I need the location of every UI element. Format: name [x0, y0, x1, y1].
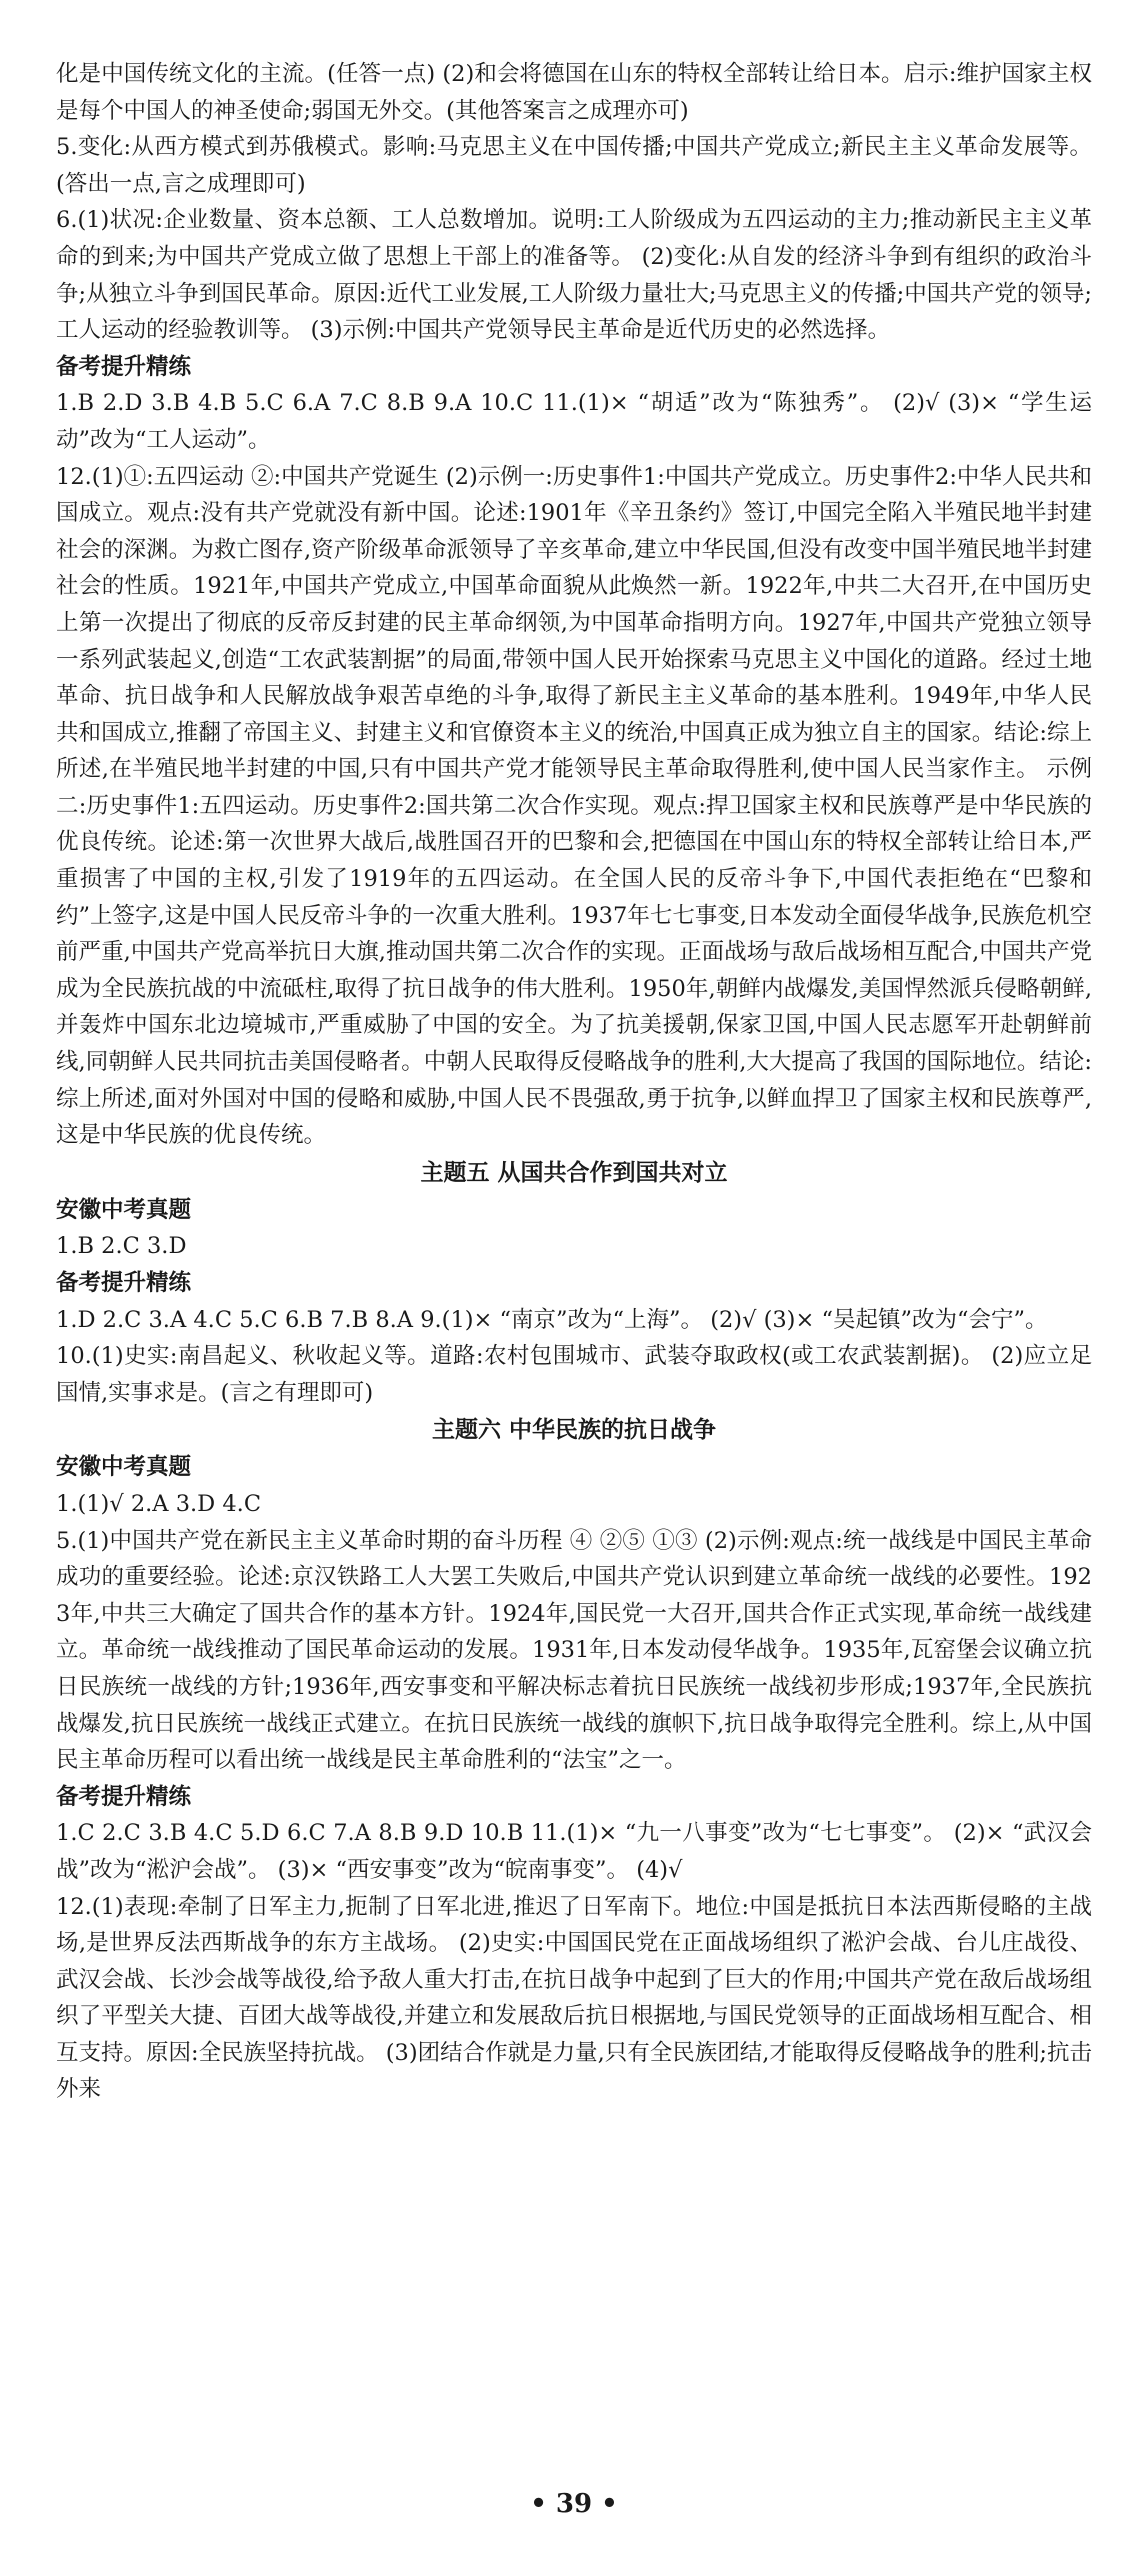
- section-heading: 安徽中考真题: [56, 1454, 192, 1481]
- section-heading: 安徽中考真题: [56, 1196, 192, 1223]
- topic-title: 主题六 中华民族的抗日战争: [431, 1417, 716, 1444]
- answer-paragraph: 6.(1)状况:企业数量、资本总额、工人总数增加。说明:工人阶级成为五四运动的主力;推动新民主主义革命的到来;为中国共产党成立做了思想上干部上的准备等。 (2)变化:从自发的经济斗争到有组织的政治斗争;从独立斗争到国民革命。原因:近代工业发展,工人阶级力量壮大;马克思主义的传播;中国共产党的领导;工人运动的经验教训等。 (3)示例:中国共产党领导民主革命是近代历史的必然选择。: [56, 207, 1092, 344]
- section-heading: 备考提升精练: [56, 1270, 192, 1296]
- answer-paragraph: 化是中国传统文化的主流。(任答一点) (2)和会将德国在山东的特权全部转让给日本。启示:维护国家主权是每个中国人的神圣使命;弱国无外交。(其他答案言之成理亦可): [56, 61, 1092, 124]
- answer-content: [56, 56, 1092, 2108]
- answer-paragraph: 12.(1)①:五四运动 ②:中国共产党诞生 (2)示例一:历史事件1:中国共产党成立。历史事件2:中华人民共和国成立。观点:没有共产党就没有新中国。论述:1901年《辛丑条约》签订,中国完全陷入半殖民地半封建社会的深渊。为救亡图存,资产阶级革命派领导了辛亥革命,建立中华民国,但没有改变中国半殖民地半封建社会的性质。1921年,中国共产党成立,中国革命面貌从此焕然一新。1922年,中共二大召开,在中国历史上第一次提出了彻底的反帝反封建的民主革命纲领,为中国革命指明方向。1927年,中国共产党独立领导一系列武装起义,创造“工农武装割据”的局面,带领中国人民开始探索马克思主义中国化的道路。经过土地革命、抗日战争和人民解放战争艰苦卓绝的斗争,取得了新民主主义革命的基本胜利。1949年,中华人民共和国成立,推翻了帝国主义、封建主义和官僚资本主义的统治,中国真正成为独立自主的国家。结论:综上所述,在半殖民地半封建的中国,只有中国共产党才能领导民主革命取得胜利,使中国人民当家作主。 示例二:历史事件1:五四运动。历史事件2:国共第二次合作实现。观点:捍卫国家主权和民族尊严是中华民族的优良传统。论述:第一次世界大战后,战胜国召开的巴黎和会,把德国在中国山东的特权全部转让给日本,严重损害了中国的主权,引发了1919年的五四运动。在全国人民的反帝斗争下,中国代表拒绝在“巴黎和约”上签字,这是中国人民反帝斗争的一次重大胜利。1937年七七事变,日本发动全面侵华战争,民族危机空前严重,中国共产党高举抗日大旗,推动国共第二次合作的实现。正面战场与敌后战场相互配合,中国共产党成为全民族抗战的中流砥柱,取得了抗日战争的伟大胜利。1950年,朝鲜内战爆发,美国悍然派兵侵略朝鲜,并轰炸中国东北边境城市,严重威胁了中国的安全。为了抗美援朝,保家卫国,中国人民志愿军开赴朝鲜前线,同朝鲜人民共同抗击美国侵略者。中朝人民取得反侵略战争的胜利,大大提高了我国的国际地位。结论:综上所述,面对外国对中国的侵略和威胁,中国人民不畏强敌,勇于抗争,以鲜血捍卫了国家主权和民族尊严,这是中华民族的优良传统。: [56, 463, 1092, 1149]
- answer-paragraph: 1.B 2.C 3.D: [56, 1233, 187, 1260]
- section-heading: 备考提升精练: [56, 353, 192, 380]
- answer-paragraph: 10.(1)史实:南昌起义、秋收起义等。道路:农村包围城市、武装夺取政权(或工农武装割据)。 (2)应立足国情,实事求是。(言之有理即可): [56, 1343, 1092, 1406]
- answer-paragraph: 5.(1)中国共产党在新民主主义革命时期的奋斗历程 ④ ②⑤ ①③ (2)示例:观点:统一战线是中国民主革命成功的重要经验。论述:京汉铁路工人大罢工失败后,中国共产党认识到建立革命统一战线的必要性。1923年,中共三大确定了国共合作的基本方针。1924年,国民党一大召开,国共合作正式实现,革命统一战线建立。革命统一战线推动了国民革命运动的发展。1931年,日本发动侵华战争。1935年,瓦窑堡会议确立抗日民族统一战线的方针;1936年,西安事变和平解决标志着抗日民族统一战线初步形成;1937年,全民族抗战爆发,抗日民族统一战线正式建立。在抗日民族统一战线的旗帜下,抗日战争取得完全胜利。综上,从中国民主革命历程可以看出统一战线是民主革命胜利的“法宝”之一。: [56, 1527, 1092, 1774]
- answer-paragraph: 1.B 2.D 3.B 4.B 5.C 6.A 7.C 8.B 9.A 10.C 11.(1)× “胡适”改为“陈独秀”。 (2)√ (3)× “学生运动”改为“工人运动”。: [56, 390, 1092, 453]
- section-heading: 备考提升精练: [56, 1783, 192, 1810]
- answer-paragraph: 1.D 2.C 3.A 4.C 5.C 6.B 7.B 8.A 9.(1)× “南京”改为“上海”。 (2)√ (3)× “吴起镇”改为“会宁”。: [56, 1306, 1048, 1333]
- topic-title: 主题五 从国共合作到国共对立: [420, 1159, 728, 1186]
- answer-paragraph: 1.(1)√ 2.A 3.D 4.C: [56, 1490, 262, 1517]
- answer-paragraph: 5.变化:从西方模式到苏俄模式。影响:马克思主义在中国传播;中国共产党成立;新民主主义革命发展等。(答出一点,言之成理即可): [56, 134, 1092, 197]
- page-number: • 39 •: [530, 2489, 618, 2519]
- answer-paragraph: 1.C 2.C 3.B 4.C 5.D 6.C 7.A 8.B 9.D 10.B 11.(1)× “九一八事变”改为“七七事变”。 (2)× “武汉会战”改为“淞沪会战”。 (3)× “西安事变”改为“皖南事变”。 (4)√: [56, 1820, 1092, 1883]
- answer-paragraph: 12.(1)表现:牵制了日军主力,扼制了日军北进,推迟了日军南下。地位:中国是抵抗日本法西斯侵略的主战场,是世界反法西斯战争的东方主战场。 (2)史实:中国国民党在正面战场组织了淞沪会战、台儿庄战役、武汉会战、长沙会战等战役,给予敌人重大打击,在抗日战争中起到了巨大的作用;中国共产党在敌后战场组织了平型关大捷、百团大战等战役,并建立和发展敌后抗日根据地,与国民党领导的正面战场相互配合、相互支持。原因:全民族坚持抗战。 (3)团结合作就是力量,只有全民族团结,才能取得反侵略战争的胜利;抗击外来: [56, 1893, 1092, 2103]
